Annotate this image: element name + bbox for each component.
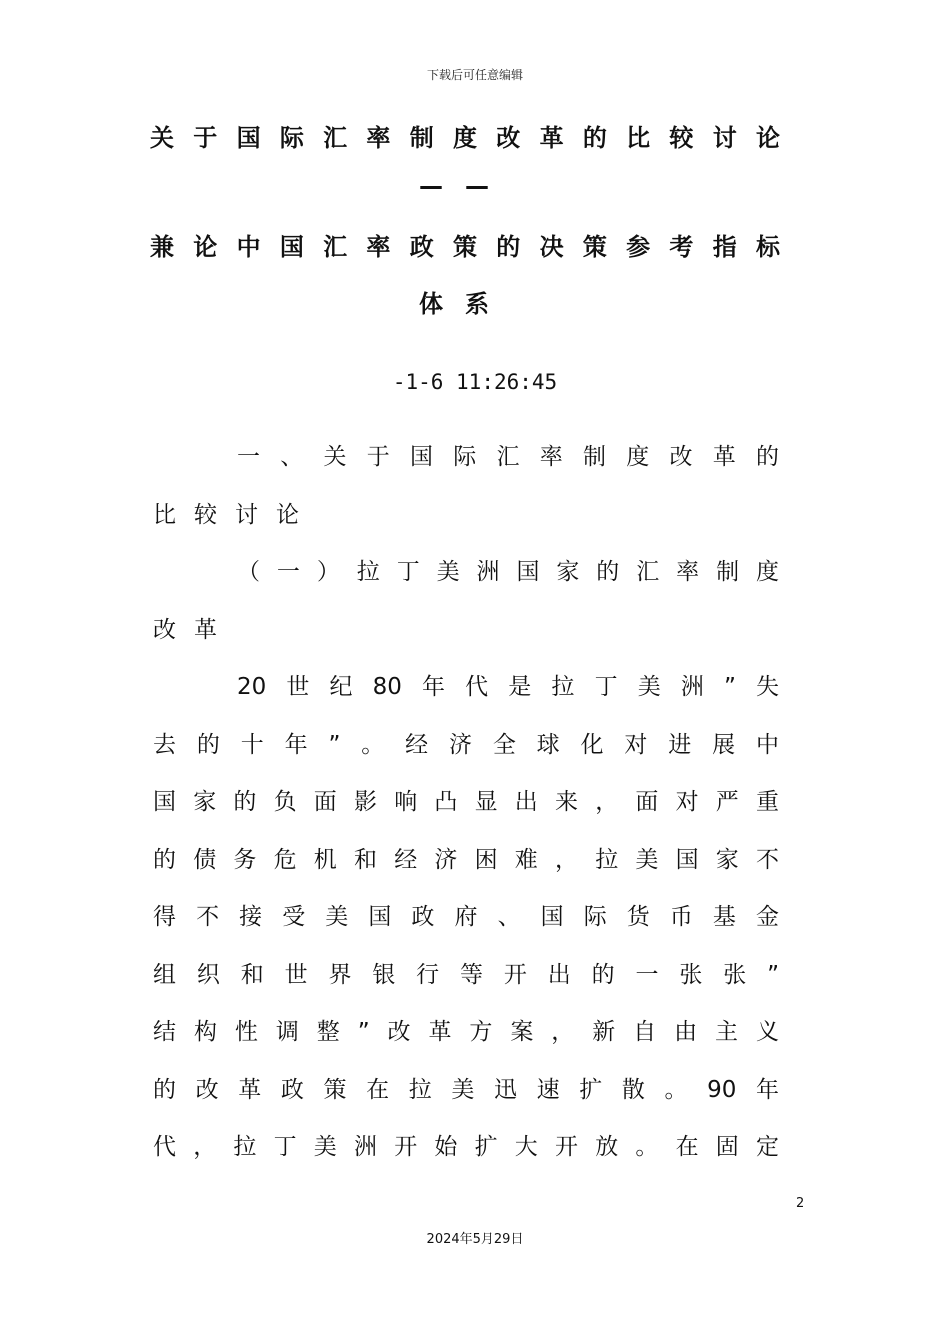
- paragraph-line: 组织和世界银行等开出的一张张”: [153, 961, 779, 988]
- title-dash: ——: [419, 172, 511, 200]
- section-heading-1: [153, 429, 779, 487]
- section-heading-2: [153, 544, 779, 602]
- footer-date: 2024年5月29日: [426, 1232, 524, 1247]
- timestamp: -1-6 11:26:45: [392, 370, 558, 394]
- page-number: 2: [796, 1196, 805, 1211]
- paragraph-line: 的债务危机和经济困难，拉美国家不: [153, 846, 779, 873]
- header-note: 下载后可任意编辑: [426, 68, 523, 82]
- heading-2-line-2: 改革: [153, 617, 235, 643]
- heading-2-line-1: （一）拉丁美洲国家的汇率制度: [237, 559, 779, 585]
- title-line-4: 体系: [419, 290, 511, 318]
- title-line-1: 关于国际汇率制度改革的比较讨论: [150, 124, 780, 152]
- paragraph-line: 结构性调整”改革方案，新自由主义: [153, 1019, 779, 1045]
- title-line-3: 兼论中国汇率政策的决策参考指标: [150, 233, 780, 261]
- paragraph-line: 代，拉丁美洲开始扩大开放。在固定: [153, 1134, 779, 1160]
- body-paragraph: [153, 659, 779, 1177]
- paragraph-line: 20世纪80年代是拉丁美洲”失: [237, 674, 779, 700]
- paragraph-line: 得不接受美国政府、国际货币基金: [153, 904, 779, 930]
- paragraph-line: 的改革政策在拉美迅速扩散。90年: [153, 1076, 779, 1103]
- heading-1-line-2: 比较讨论: [153, 502, 317, 528]
- heading-1-line-1: 一、关于国际汇率制度改革的: [237, 444, 779, 470]
- paragraph-line: 国家的负面影响凸显出来，面对严重: [153, 789, 779, 815]
- paragraph-line: 去的十年”。经济全球化对进展中: [153, 731, 779, 758]
